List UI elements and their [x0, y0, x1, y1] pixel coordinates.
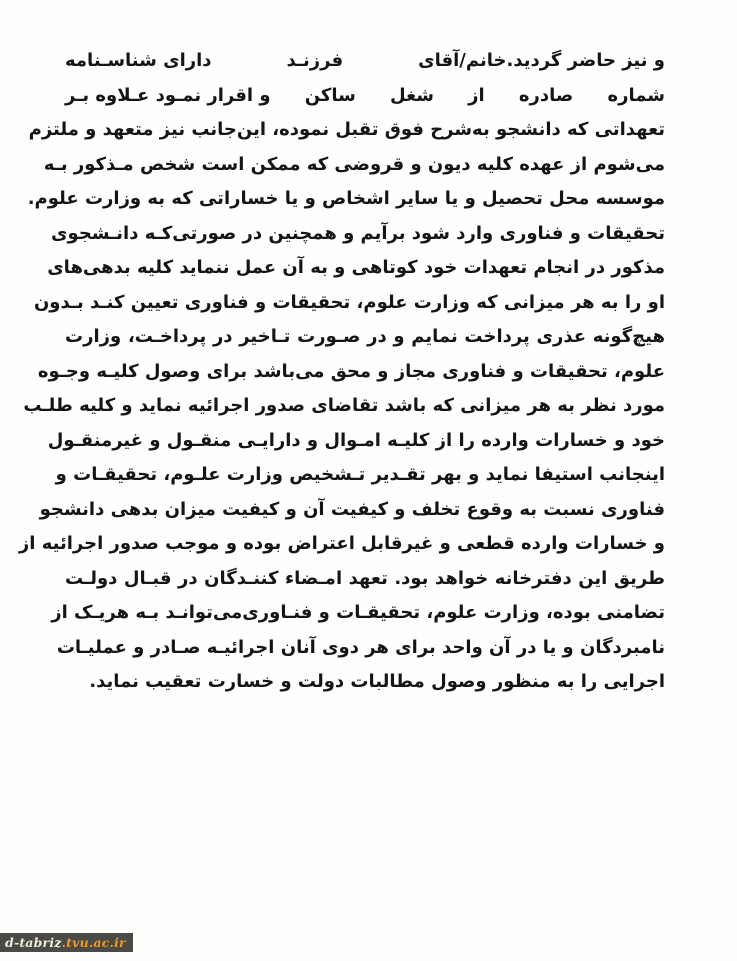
fill-in-label-occupation: شغل — [390, 84, 434, 106]
document-line: مذکور در انجام تعهدات خود کوتاهی و به آن عمل ننماید کلیه بدهی‌های — [47, 257, 665, 278]
document-line: تضامنی بوده، وزارت علوم، تحقیقـات و فنـاوری‌می‌توانـد بـه هریـک از — [51, 602, 665, 623]
fill-in-label-id-card: دارای شناسـنامه — [65, 50, 212, 71]
document-line: تحقیقات و فناوری وارد شود برآیم و همچنین در صورتی‌کـه دانـشجوی — [51, 222, 665, 244]
fill-in-label-from: از — [468, 84, 485, 106]
fill-in-label-present-person: و نیز حاضر گردید.خانم/آقای — [418, 50, 665, 71]
document-line: می‌شوم از عهده کلیه دیون و قروضی که ممکن است شخص مـذکور بـه — [43, 153, 665, 175]
watermark-site-suffix: .tvu.ac.ir — [61, 935, 126, 950]
document-line: طریق این دفترخانه خواهد بود. تعهد امـضاء کننـدگان در قبـال دولـت — [65, 567, 665, 589]
document-line-fill-in-2 — [65, 79, 665, 114]
watermark-site-prefix: d-tabriz — [5, 935, 62, 950]
fill-in-label-resident: ساکن — [304, 84, 356, 106]
document-line: و خسارات وارده قطعی و غیرقابل اعتراض بوده و موجب صدور اجرائیه از — [18, 533, 665, 554]
document-line-last: اجرایی را به منظور وصول مطالبات دولت و خسارت تعقیب نماید. — [89, 671, 665, 692]
document-line: تعهداتی که دانشجو به‌شرح فوق تقبل نموده، این‌جانب نیز متعهد و ملتزم — [28, 119, 665, 140]
document-line: فناوری نسبت به وقوع تخلف و کیفیت آن و کیفیت میزان بدهی دانشجو — [39, 498, 665, 520]
document-line: هیچ‌گونه عذری پرداخت نمایم و در صـورت تـاخیر در پرداخـت، وزارت — [65, 326, 665, 347]
fill-in-label-child-of: فرزنـد — [286, 50, 344, 71]
document-line: مورد نظر به هر میزانی که باشد تقاضای صدور اجرائیه نماید و کلیه طلـب — [23, 395, 665, 416]
document-line: نامبردگان و یا در آن واحد برای هر دوی آنان اجرائیـه صـادر و عملیـات — [56, 636, 665, 658]
document-line: خود و خسارات وارده را از کلیـه امـوال و دارایـی منقـول و غیرمنقـول — [47, 429, 665, 451]
document-line: اینجانب استیفا نماید و بهر تقـدیر تـشخیص وزارت علـوم، تحقیقـات و — [55, 464, 665, 485]
document-line: موسسه محل تحصیل و یا سایر اشخاص و یا خساراتی که به وزارت علوم. — [27, 188, 665, 209]
document-line: علوم، تحقیقات و فناوری مجاز و محق می‌باشد برای وصول کلیـه وجـوه — [37, 360, 665, 382]
fill-in-label-issued: صادره — [518, 84, 574, 106]
fill-in-label-declaration: و اقرار نمـود عـلاوه بـر — [65, 84, 271, 106]
document-text-block — [18, 44, 665, 700]
watermark-site-url — [0, 933, 133, 952]
document-line: او را به هر میزانی که وزارت علوم، تحقیقات و فناوری تعیین کنـد بـدون — [33, 291, 665, 313]
document-line-fill-in-1 — [65, 44, 665, 79]
fill-in-label-number: شماره — [607, 84, 665, 106]
